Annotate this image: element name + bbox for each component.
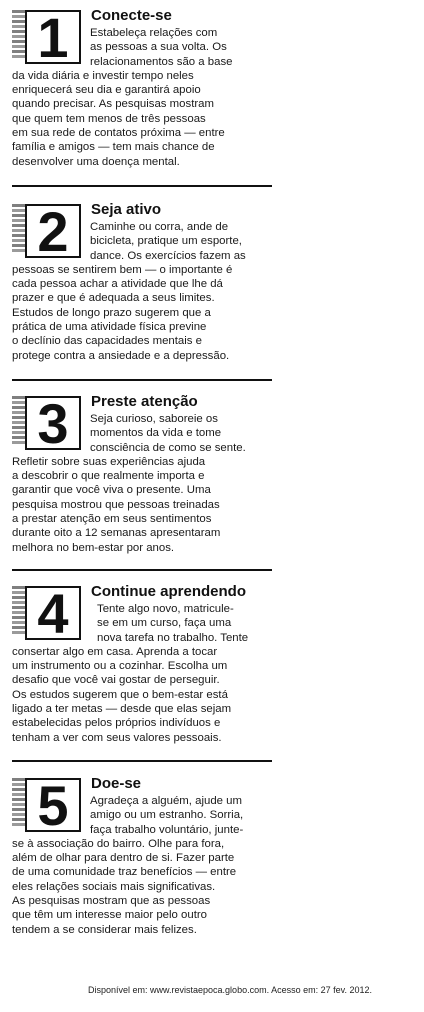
body-line: desafio que você vai gostar de perseguir. (12, 674, 220, 687)
section-divider (12, 185, 272, 187)
source-citation: Disponível em: www.revistaepoca.globo.com. Acesso em: 27 fev. 2012. (88, 985, 372, 995)
body-line: Seja curioso, saboreie os (90, 413, 218, 425)
section-number: 5 (25, 778, 81, 832)
body-line: enriquecerá seu dia e garantirá apoio (12, 84, 201, 97)
body-line: quando precisar. As pesquisas mostram (12, 98, 214, 111)
body-line: estabelecidas pelos próprios indivíduos e (12, 717, 221, 730)
body-line: Tente algo novo, matricule- (97, 603, 234, 615)
section-body (12, 220, 274, 363)
body-line: consertar algo em casa. Aprenda a tocar (12, 645, 218, 658)
body-line: ligado a ter metas — desde que elas sejam (12, 703, 232, 716)
section-title: Continue aprendendo (91, 583, 246, 600)
section-divider (12, 569, 272, 571)
body-line: prazer e que é adequada a seus limites. (12, 292, 215, 305)
body-line: Os estudos sugerem que o bem-estar está (12, 688, 228, 701)
body-line: consciência de como se sente. (90, 441, 246, 454)
body-line: além de olhar para dentro de si. Fazer parte (12, 852, 235, 865)
section-body (12, 26, 274, 169)
body-line: garantir que você viva o presente. Uma (12, 484, 211, 497)
body-line: a prestar atenção em seus sentimentos (12, 513, 212, 526)
body-line: bicicleta, pratique um esporte, (90, 235, 242, 248)
body-line: se à associação do bairro. Olhe para fora, (12, 837, 225, 850)
section-divider (12, 379, 272, 381)
body-line: que têm um interesse maior pelo outro (12, 909, 208, 922)
body-line: um instrumento ou a cozinhar. Escolha um (12, 660, 228, 673)
body-line: tenham a ver com seus valores pessoais. (12, 731, 222, 744)
section-number: 1 (25, 10, 81, 64)
body-line: protege contra a ansiedade e a depressão. (12, 349, 230, 362)
body-line: eles relações sociais mais significativas. (12, 880, 216, 893)
section-body (12, 602, 274, 745)
body-line: cada pessoa achar a atividade que lhe dá (12, 278, 223, 291)
body-line: que quem tem menos de três pessoas (12, 112, 206, 125)
body-line: família e amigos — tem mais chance de (12, 141, 215, 154)
section-title: Preste atenção (91, 393, 198, 410)
body-line: Caminhe ou corra, ande de (90, 221, 229, 233)
section-number: 3 (25, 396, 81, 450)
section-number: 2 (25, 204, 81, 258)
body-line: a descobrir o que realmente importa e (12, 470, 205, 483)
body-line: o declínio das capacidades mentais e (12, 335, 202, 348)
body-line: Refletir sobre suas experiências ajuda (12, 455, 206, 468)
body-line: as pessoas a sua volta. Os (90, 41, 227, 54)
body-line: momentos da vida e tome (90, 427, 222, 440)
body-line: melhora no bem-estar por anos. (12, 541, 175, 554)
body-line: durante oito a 12 semanas apresentaram (12, 527, 221, 540)
body-line: Estabeleça relações com (90, 27, 218, 39)
body-line: pesquisa mostrou que pessoas treinadas (12, 498, 220, 511)
body-line: em sua rede de contatos próxima — entre (12, 127, 225, 140)
section-body (12, 412, 274, 555)
body-line: As pesquisas mostram que as pessoas (12, 895, 211, 908)
section-number: 4 (25, 586, 81, 640)
body-line: Agradeça a alguém, ajude um (90, 795, 242, 807)
body-line: tendem a se considerar mais felizes. (12, 923, 197, 936)
body-line: se em um curso, faça uma (97, 617, 232, 630)
body-line: pessoas se sentirem bem — o importante é (12, 263, 233, 276)
body-line: de uma comunidade traz benefícios — entre (12, 866, 237, 879)
body-line: nova tarefa no trabalho. Tente (97, 631, 249, 644)
body-line: Estudos de longo prazo sugerem que a (12, 306, 211, 319)
body-line: da vida diária e investir tempo neles (12, 69, 194, 82)
body-line: relacionamentos são a base (90, 55, 233, 68)
section-title: Doe-se (91, 775, 142, 792)
body-line: desenvolver uma doença mental. (12, 155, 180, 168)
section-title: Seja ativo (91, 201, 162, 218)
section-body (12, 794, 274, 937)
section-title: Conecte-se (91, 7, 172, 24)
body-line: dance. Os exercícios fazem as (90, 249, 246, 262)
section-divider (12, 760, 272, 762)
body-line: faça trabalho voluntário, junte- (90, 823, 244, 836)
body-line: prática de uma atividade física previne (12, 321, 207, 334)
body-line: amigo ou um estranho. Sorria, (90, 809, 244, 822)
